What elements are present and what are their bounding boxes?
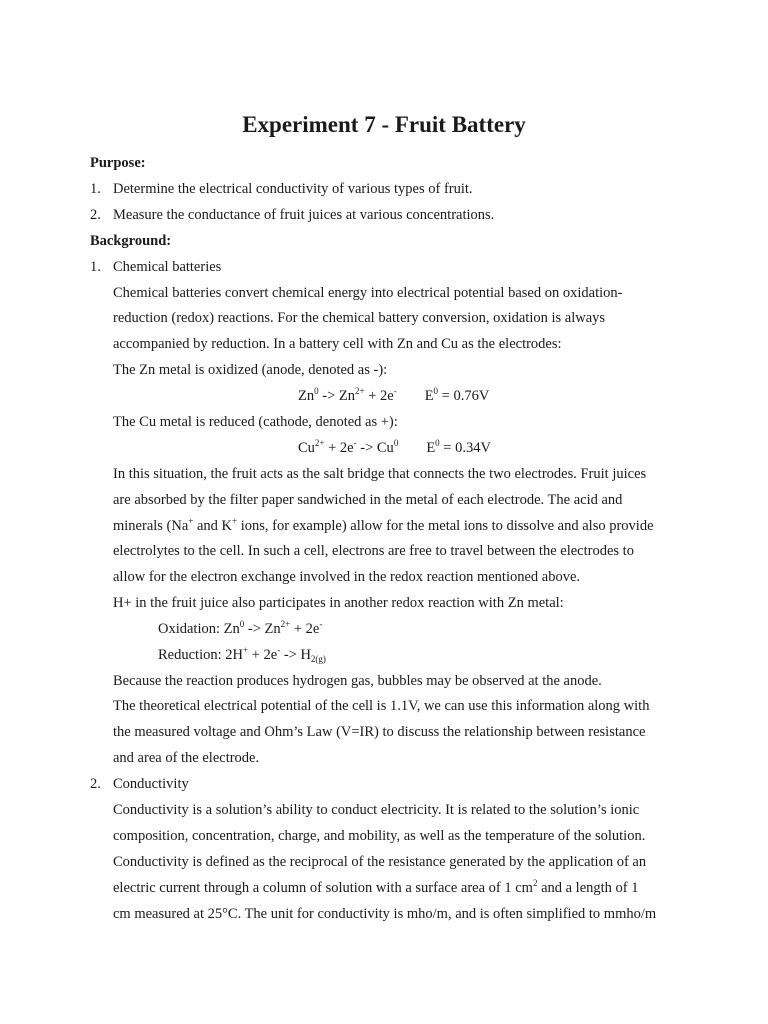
- paragraph-line: Conductivity is a solution’s ability to conduct electricity. It is related to the solution’s ionic: [113, 802, 640, 818]
- section-1-heading: Chemical batteries: [113, 259, 222, 275]
- equation-cu-reduction: $Cu^{2+} + 2e^- -> Cu^0$ $E^0 = 0.34V$: [298, 438, 491, 456]
- purpose-heading: Purpose:: [90, 155, 146, 171]
- background-heading: Background:: [90, 233, 172, 249]
- paragraph-line: allow for the electron exchange involved in the redox reaction mentioned above.: [113, 569, 581, 585]
- paragraph-line: Chemical batteries convert chemical energy into electrical potential based on oxidation-: [113, 285, 623, 301]
- paragraph-line: electrolytes to the cell. In such a cell, electrons are free to travel between the electrodes to: [113, 543, 634, 559]
- equation-zn-oxidation: $Zn^0 -> Zn^{2+} + 2e^-$ $E^0 = 0.76V$: [298, 386, 490, 404]
- anode-description: The Zn metal is oxidized (anode, denoted as -):: [113, 362, 388, 378]
- hydrogen-reaction-intro: H+ in the fruit juice also participates in another redox reaction with Zn metal:: [113, 595, 564, 611]
- paragraph-line: cm measured at 25°C. The unit for conductivity is mho/m, and is often simplified to mmho/m: [113, 906, 657, 922]
- paragraph-line: In this situation, the fruit acts as the salt bridge that connects the two electrodes. Fruit juices: [113, 466, 647, 482]
- section-1-number: 1.: [90, 259, 101, 275]
- paragraph-line: accompanied by reduction. In a battery cell with Zn and Cu as the electrodes:: [113, 336, 562, 352]
- paragraph-line: composition, concentration, charge, and mobility, as well as the temperature of the solution.: [113, 828, 646, 844]
- oxidation-equation: Oxidation: $Zn^0 -> Zn^{2+} + 2e^-$: [158, 619, 323, 637]
- purpose-item-1: Determine the electrical conductivity of various types of fruit.: [113, 181, 473, 197]
- paragraph-line: minerals (Na+ and K+ ions, for example) allow for the metal ions to dissolve and also provide: [113, 516, 654, 534]
- section-2-heading: Conductivity: [113, 776, 189, 792]
- paragraph-line: are absorbed by the filter paper sandwiched in the metal of each electrode. The acid and: [113, 492, 623, 508]
- paragraph-line: the measured voltage and Ohm’s Law (V=IR) to discuss the relationship between resistance: [113, 724, 646, 740]
- cathode-description: The Cu metal is reduced (cathode, denoted as +):: [113, 414, 398, 430]
- paragraph-line: reduction (redox) reactions. For the chemical battery conversion, oxidation is always: [113, 310, 606, 326]
- purpose-item-2-number: 2.: [90, 207, 101, 223]
- reduction-equation: Reduction: $2H^+ + 2e^- -> H_{2(g)}$: [158, 645, 326, 664]
- purpose-item-1-number: 1.: [90, 181, 101, 197]
- section-2-number: 2.: [90, 776, 101, 792]
- paragraph-line: Because the reaction produces hydrogen gas, bubbles may be observed at the anode.: [113, 673, 602, 689]
- paragraph-line: and area of the electrode.: [113, 750, 260, 766]
- paragraph-line: The theoretical electrical potential of the cell is 1.1V, we can use this information along with: [113, 698, 650, 714]
- document-title: Experiment 7 - Fruit Battery: [242, 112, 526, 137]
- paragraph-line: electric current through a column of solution with a surface area of 1 $cm^2$ and a length of 1: [113, 878, 639, 896]
- purpose-item-2: Measure the conductance of fruit juices at various concentrations.: [113, 207, 495, 223]
- paragraph-line: Conductivity is defined as the reciprocal of the resistance generated by the application of an: [113, 854, 647, 870]
